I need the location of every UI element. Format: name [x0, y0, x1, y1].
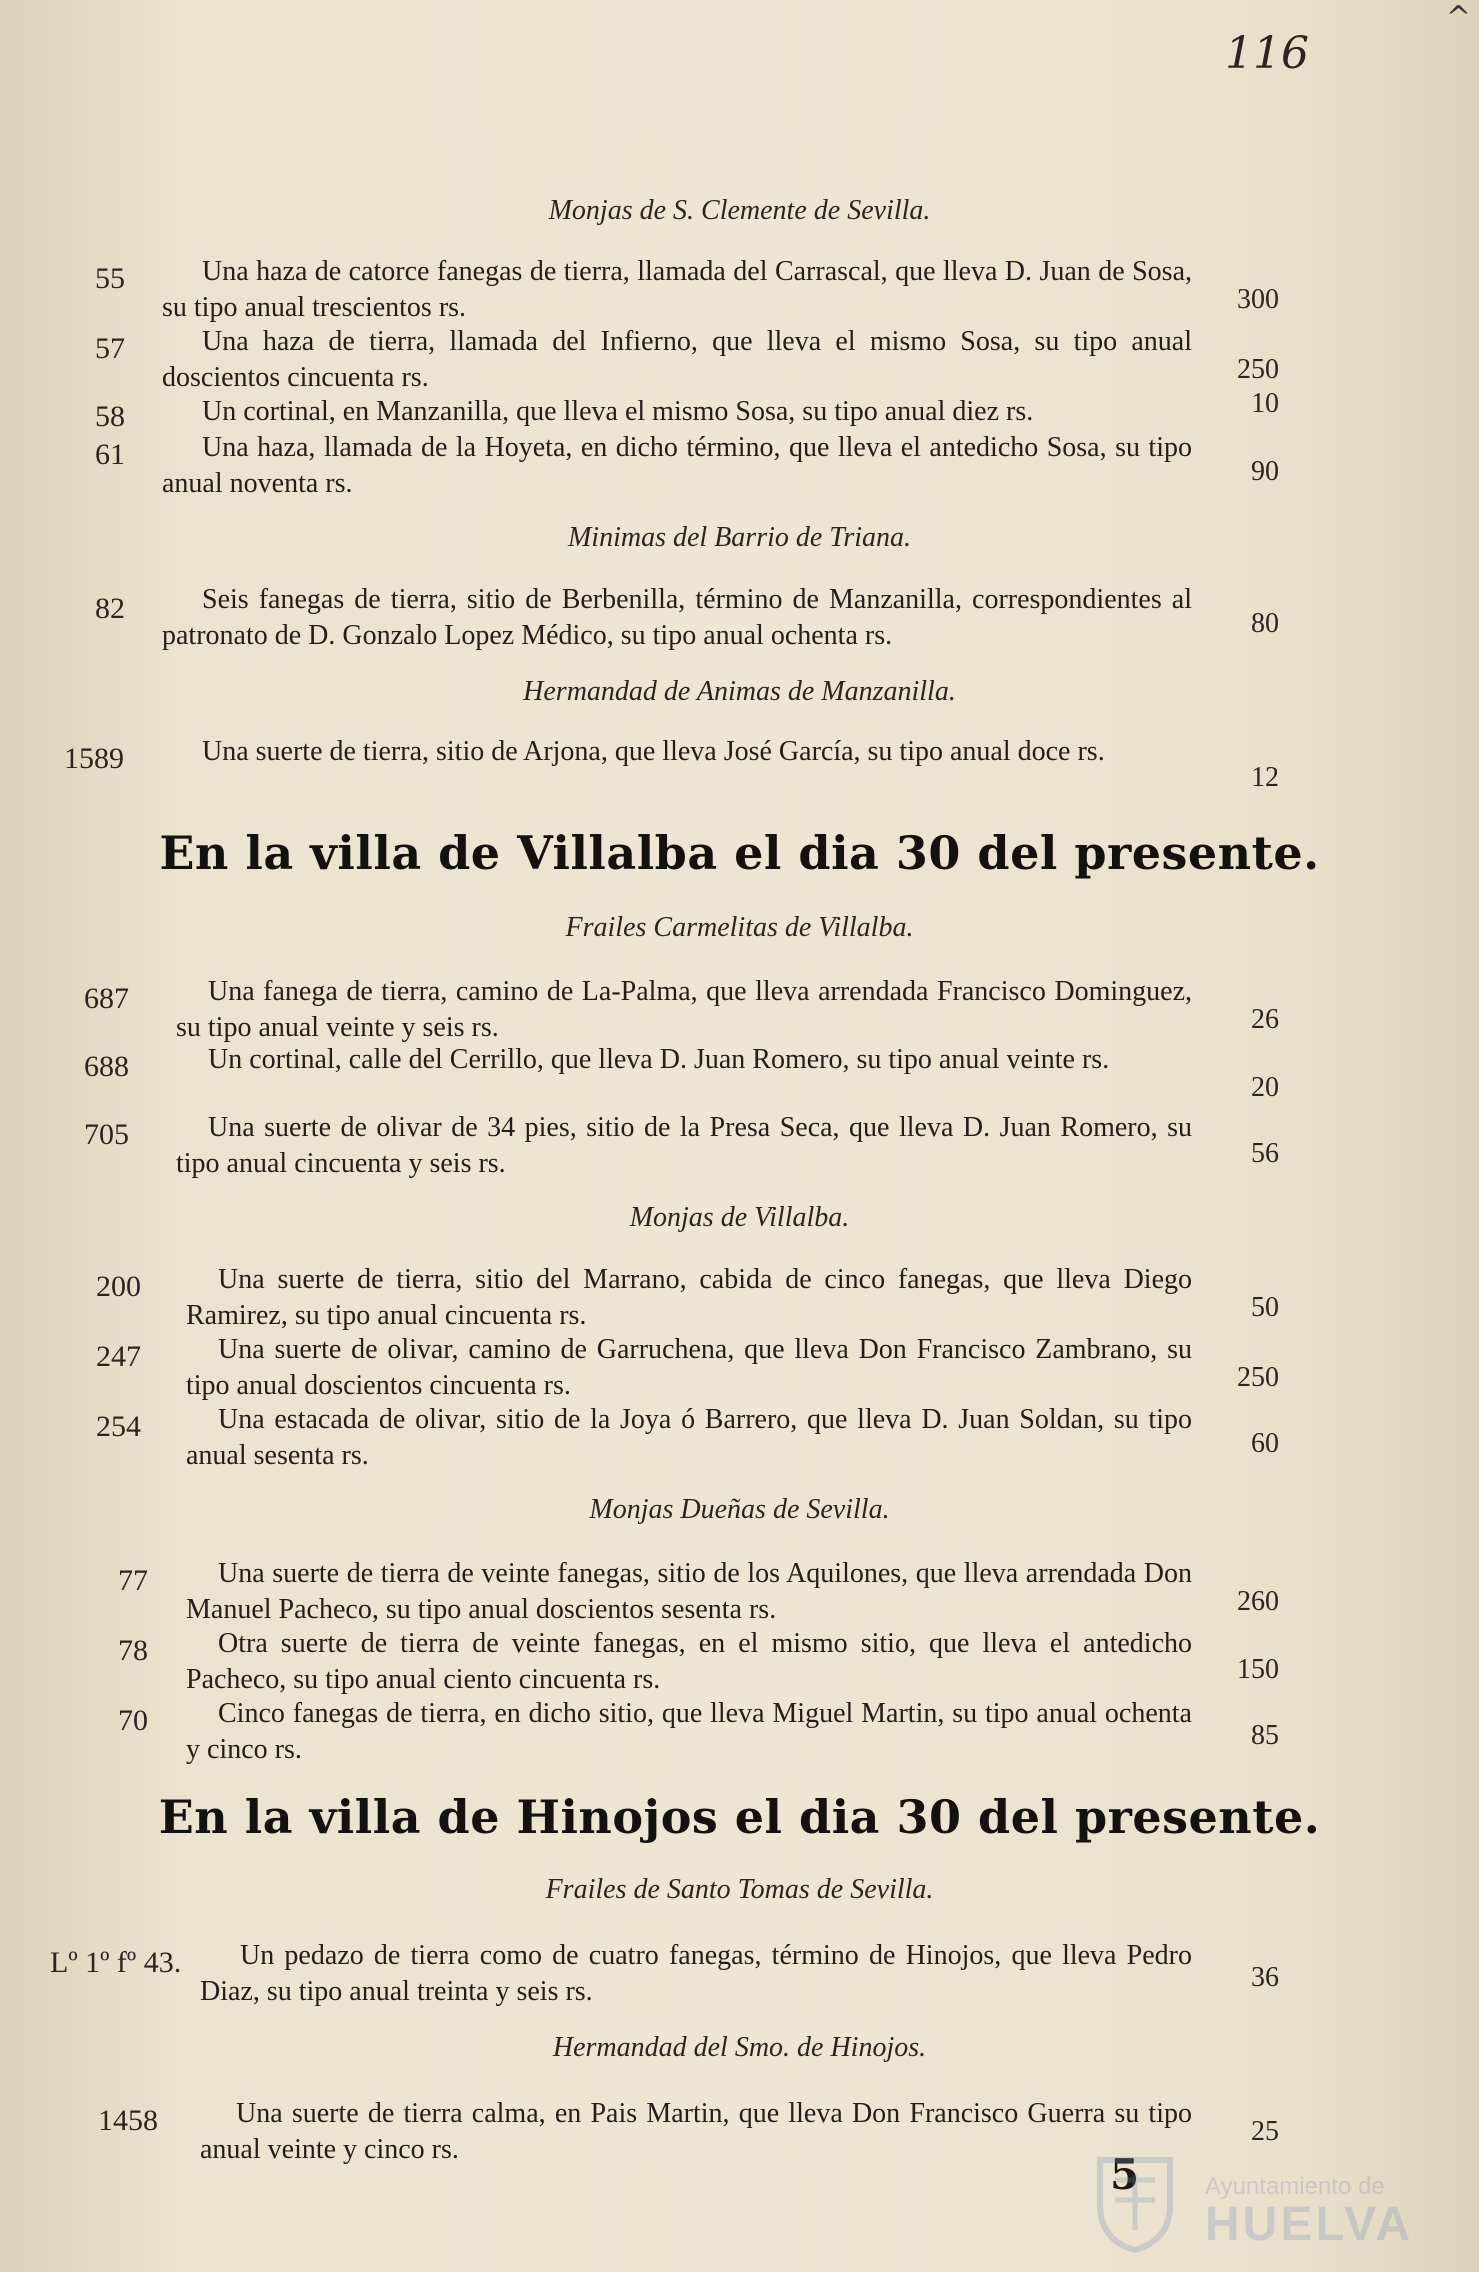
entry-amount: 150 [1237, 1654, 1279, 1685]
entry-text: Otra suerte de tierra de veinte fanegas, en el mismo sitio, que lleva el antedicho Pacheco, su tipo anual ciento cincuenta rs. [186, 1628, 1192, 1695]
entry-amount: 10 [1251, 388, 1279, 419]
entry-number: 57 [95, 332, 125, 365]
entry-text: Un cortinal, en Manzanilla, que lleva el mismo Sosa, su tipo anual diez rs. [202, 396, 1034, 427]
entry-number: 1458 [98, 2104, 158, 2137]
auction-title: En la villa de Villalba el dia 30 del presente. [159, 826, 1320, 880]
entry-number: Lº 1º fº 43. [50, 1946, 182, 1979]
entry-number: 58 [95, 400, 125, 433]
entry-number: 705 [84, 1118, 129, 1151]
entry-amount: 50 [1251, 1292, 1279, 1323]
entry-text: Seis fanegas de tierra, sitio de Berbenilla, término de Manzanilla, correspondientes al patronato de D. Gonzalo Lopez Médico, su tipo anual ochenta rs. [162, 584, 1192, 651]
entry-text: Una suerte de tierra calma, en Pais Martin, que lleva Don Francisco Guerra su tipo anual veinte y cinco rs. [200, 2098, 1192, 2165]
corner-mark: ^ [1445, 0, 1471, 35]
entry-number: 70 [118, 1704, 148, 1737]
entry-number: 61 [95, 438, 125, 471]
section-heading: Hermandad del Smo. de Hinojos. [552, 2032, 927, 2063]
coat-of-arms-icon [1080, 2145, 1190, 2255]
entry-text: Una suerte de olivar de 34 pies, sitio de la Presa Seca, que lleva D. Juan Romero, su tipo anual cincuenta y seis rs. [176, 1112, 1192, 1179]
entry-text: Un cortinal, calle del Cerrillo, que lleva D. Juan Romero, su tipo anual veinte rs. [208, 1044, 1110, 1075]
section-heading: Minimas del Barrio de Triana. [567, 522, 911, 553]
section-heading: Monjas de S. Clemente de Sevilla. [548, 195, 931, 226]
entry-amount: 25 [1251, 2116, 1279, 2147]
entry-text: Cinco fanegas de tierra, en dicho sitio, que lleva Miguel Martin, su tipo anual ochenta y cinco rs. [186, 1698, 1192, 1765]
section-heading: Monjas Dueñas de Sevilla. [589, 1494, 890, 1525]
entry-number: 254 [96, 1410, 141, 1443]
entry-amount: 260 [1237, 1586, 1279, 1617]
entry-text: Una suerte de tierra de veinte fanegas, sitio de los Aquilones, que lleva arrendada Don Manuel Pacheco, su tipo anual doscientos sesenta rs. [186, 1558, 1192, 1625]
section-heading: Hermandad de Animas de Manzanilla. [523, 676, 956, 707]
entry-number: 55 [95, 262, 125, 295]
entry-amount: 56 [1251, 1138, 1279, 1169]
entry-number: 82 [95, 592, 125, 625]
entry-amount: 26 [1251, 1004, 1279, 1035]
entry-number: 687 [84, 982, 129, 1015]
entry-text: Una haza, llamada de la Hoyeta, en dicho término, que lleva el antedicho Sosa, su tipo anual noventa rs. [162, 432, 1192, 499]
entry-text: Una suerte de tierra, sitio de Arjona, que lleva José García, su tipo anual doce rs. [202, 736, 1105, 767]
entry-text: Una estacada de olivar, sitio de la Joya ó Barrero, que lleva D. Juan Soldan, su tipo anual sesenta rs. [186, 1404, 1192, 1471]
entry-number: 1589 [64, 742, 124, 775]
entry-amount: 85 [1251, 1720, 1279, 1751]
auction-title: En la villa de Hinojos el dia 30 del presente. [158, 1790, 1321, 1844]
entry-amount: 36 [1251, 1962, 1279, 1993]
entry-amount: 12 [1251, 762, 1279, 793]
entry-text: Un pedazo de tierra como de cuatro fanegas, término de Hinojos, que lleva Pedro Diaz, su tipo anual treinta y seis rs. [200, 1940, 1192, 2007]
section-heading: Monjas de Villalba. [629, 1202, 850, 1233]
entry-text: Una suerte de olivar, camino de Garruchena, que lleva Don Francisco Zambrano, su tipo anual doscientos cincuenta rs. [186, 1334, 1192, 1401]
entry-amount: 20 [1251, 1072, 1279, 1103]
watermark-line-1: Ayuntamiento de [1205, 2173, 1385, 2200]
entry-number: 247 [96, 1340, 141, 1373]
entry-amount: 80 [1251, 608, 1279, 639]
entry-amount: 250 [1237, 354, 1279, 385]
page-number: 5 [1110, 2150, 1140, 2199]
folio-number: 116 [1225, 28, 1309, 79]
entry-amount: 60 [1251, 1428, 1279, 1459]
watermark-line-2: HUELVA [1205, 2198, 1414, 2251]
entry-text: Una haza de tierra, llamada del Infierno, que lleva el mismo Sosa, su tipo anual doscientos cincuenta rs. [162, 326, 1192, 393]
entry-number: 78 [118, 1634, 148, 1667]
section-heading: Frailes Carmelitas de Villalba. [565, 912, 914, 943]
entry-text: Una fanega de tierra, camino de La-Palma, que lleva arrendada Francisco Dominguez, su tipo anual veinte y seis rs. [176, 976, 1192, 1043]
entry-number: 77 [118, 1564, 148, 1597]
entry-text: Una suerte de tierra, sitio del Marrano, cabida de cinco fanegas, que lleva Diego Ramirez, su tipo anual cincuenta rs. [186, 1264, 1192, 1331]
entry-amount: 90 [1251, 456, 1279, 487]
entry-text: Una haza de catorce fanegas de tierra, llamada del Carrascal, que lleva D. Juan de Sosa, su tipo anual trescientos rs. [162, 256, 1192, 323]
section-heading: Frailes de Santo Tomas de Sevilla. [545, 1874, 934, 1905]
entry-amount: 250 [1237, 1362, 1279, 1393]
entry-number: 200 [96, 1270, 141, 1303]
archive-watermark [1070, 2145, 1414, 2255]
entry-number: 688 [84, 1050, 129, 1083]
entry-amount: 300 [1237, 284, 1279, 315]
